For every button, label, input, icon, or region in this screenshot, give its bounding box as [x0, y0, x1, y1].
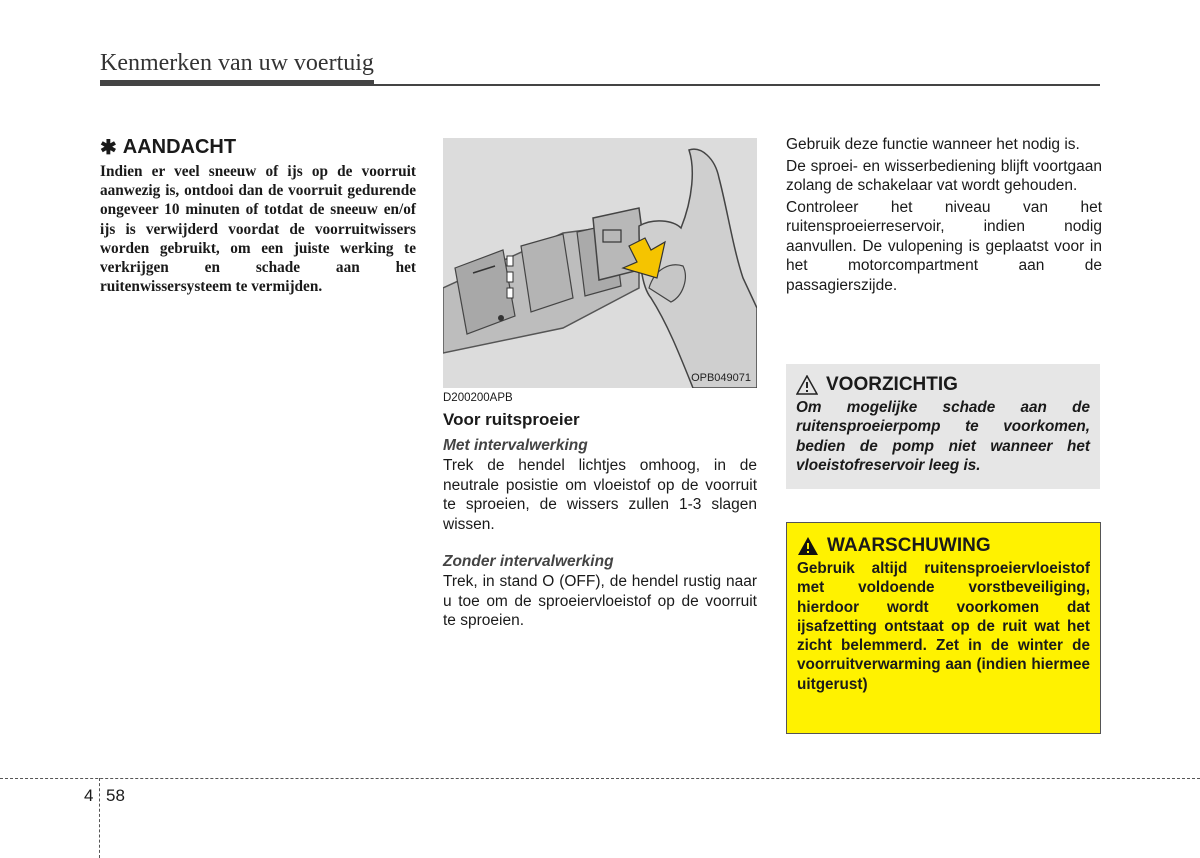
aandacht-title: AANDACHT	[122, 136, 237, 158]
section-title: Voor ruitsproeier	[443, 410, 580, 429]
header-rule	[100, 84, 1100, 86]
reference-code: D200200APB	[443, 392, 513, 404]
note-paragraph-1: Gebruik deze functie wanneer het nodig is.	[786, 136, 1080, 153]
spacer	[443, 534, 757, 552]
asterisk-icon: ✱	[100, 137, 117, 159]
subsection-text-interval: Trek de hendel lichtjes omhoog, in de neutrale posistie om vloeistof op de voorruit te sproeien, de wissers zullen 1-3 slagen wissen.	[443, 457, 757, 533]
ruitsproeier-section	[443, 392, 757, 631]
lever-hand-drawing	[443, 138, 757, 388]
subsection-title-interval: Met intervalwerking	[443, 437, 588, 454]
footer-dashed-divider	[99, 778, 100, 858]
caution-title: VOORZICHTIG	[826, 374, 958, 395]
caution-body: Om mogelijke schade aan de ruitensproeierpomp te voorkomen, bedien de pomp niet wanneer het vloeistofreservoir leeg is.	[796, 399, 1090, 474]
chapter-number: 4	[84, 786, 94, 805]
warning-body: Gebruik altijd ruitensproeiervloeistof met voldoende vorstbeveiliging, hierdoor wordt voorkomen dat ijsafzetting ontstaat op de ruit wat het zicht belemmerd. Zet in de winter de voorruitverwarming aan (indien hiermee uitgerust)	[797, 560, 1090, 693]
note-paragraph-3: Controleer het niveau van het ruitensproeierreservoir, indien nodig aanvullen. De vulopening is geplaatst voor in het motorcompartment aan de passagierszijde.	[786, 198, 1102, 294]
function-notes	[786, 135, 1102, 297]
page-number: 58	[106, 786, 125, 805]
subsection-title-no-interval: Zonder intervalwerking	[443, 553, 614, 570]
warning-triangle-icon	[797, 536, 819, 556]
page-header-title: Kenmerken van uw voertuig	[100, 50, 374, 76]
wiper-lever-illustration	[443, 138, 757, 388]
note-paragraph-2: De sproei- en wisserbediening blijft voortgaan zolang de schakelaar vat wordt gehouden.	[786, 157, 1102, 194]
aandacht-heading	[100, 135, 416, 160]
caution-heading	[796, 374, 1090, 396]
caution-triangle-icon	[796, 375, 818, 395]
warning-title: WAARSCHUWING	[827, 535, 991, 556]
warning-heading	[797, 535, 1090, 557]
footer-dashed-rule	[0, 778, 1200, 779]
aandacht-section	[100, 135, 416, 296]
figure-code: OPB049071	[691, 372, 751, 384]
subsection-text-no-interval: Trek, in stand O (OFF), de hendel rustig naar u toe om de sproeiervloeistof op de voorruit te sproeien.	[443, 573, 757, 629]
caution-box	[786, 364, 1100, 489]
warning-box	[786, 522, 1101, 734]
aandacht-body: Indien er veel sneeuw of ijs op de voorruit aanwezig is, ontdooi dan de voorruit gedurende ongeveer 10 minuten of totdat de sneeuw en/of ijs is verwijderd voordat de voorruitwissers worden gebruikt, om een juiste werking te verkrijgen en schade aan het ruitenwissersysteem te vermijden.	[100, 163, 416, 296]
